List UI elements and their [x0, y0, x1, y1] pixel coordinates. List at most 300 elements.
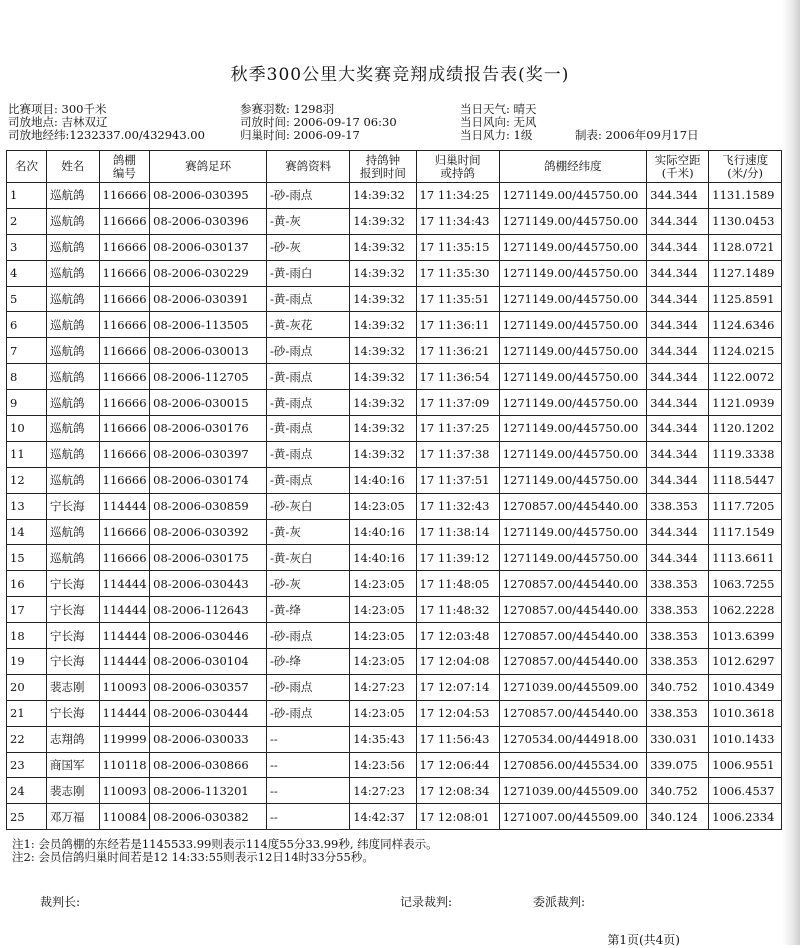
table-row [7, 286, 782, 312]
table-cell: 志翔鸽 [47, 726, 100, 752]
table-body [7, 183, 782, 830]
column-header [47, 151, 100, 183]
table-cell: 339.075 [647, 752, 709, 778]
table-cell: 08-2006-030104 [150, 649, 267, 675]
table-cell: 2 [7, 208, 47, 234]
table-cell: 340.752 [647, 778, 709, 804]
table-cell: 08-2006-112643 [150, 597, 267, 623]
table-cell: 17 11:37:51 [416, 467, 499, 493]
table-cell: 1271149.00/445750.00 [499, 183, 646, 209]
table-cell: -黄-雨点 [267, 467, 350, 493]
table-cell: 1120.1202 [709, 416, 782, 442]
table-cell: 110093 [99, 674, 150, 700]
table-cell: 1271149.00/445750.00 [499, 312, 646, 338]
table-cell: 1121.0939 [709, 390, 782, 416]
table-cell: 08-2006-030382 [150, 804, 267, 830]
table-cell: 344.344 [647, 416, 709, 442]
table-row [7, 416, 782, 442]
column-header-line: 名次 [15, 159, 38, 173]
table-cell: 1006.2334 [709, 804, 782, 830]
table-cell: 1118.5447 [709, 467, 782, 493]
release-coordinates: 司放地经纬:1232337.00/432943.00 [8, 128, 205, 142]
table-row [7, 338, 782, 364]
table-cell: 1271149.00/445750.00 [499, 390, 646, 416]
table-cell: 08-2006-030137 [150, 234, 267, 260]
table-cell: 114444 [99, 597, 150, 623]
table-cell: 344.344 [647, 467, 709, 493]
table-row [7, 467, 782, 493]
table-cell: 14:39:32 [350, 312, 416, 338]
table-cell: 344.344 [647, 208, 709, 234]
table-cell: 08-2006-030444 [150, 700, 267, 726]
table-cell: 338.353 [647, 493, 709, 519]
table-cell: 338.353 [647, 649, 709, 675]
table-cell: 巡航鸽 [47, 234, 100, 260]
table-cell: 17 12:08:01 [416, 804, 499, 830]
note-1: 注1: 会员鸽棚的东经若是1145533.99则表示114度55分33.99秒, 纬度同样表示。 [12, 837, 438, 851]
table-cell: 4 [7, 260, 47, 286]
table-cell: -黄-雨点 [267, 286, 350, 312]
table-cell: 340.752 [647, 674, 709, 700]
table-cell: 14:39:32 [350, 183, 416, 209]
table-cell: 08-2006-030397 [150, 441, 267, 467]
table-cell: 17 11:35:30 [416, 260, 499, 286]
table-cell: 1128.0721 [709, 234, 782, 260]
table-cell: 1013.6399 [709, 623, 782, 649]
weather: 当日天气: 晴天 [460, 102, 537, 116]
table-cell: -砂-灰 [267, 571, 350, 597]
table-cell: 巡航鸽 [47, 467, 100, 493]
table-cell: 14:40:16 [350, 519, 416, 545]
table-cell: 1270857.00/445440.00 [499, 623, 646, 649]
table-cell: -砂-雨点 [267, 183, 350, 209]
table-cell: 宁长海 [47, 700, 100, 726]
table-cell: 116666 [99, 390, 150, 416]
table-cell: 344.344 [647, 183, 709, 209]
table-cell: 7 [7, 338, 47, 364]
table-cell: 14:39:32 [350, 338, 416, 364]
table-row [7, 571, 782, 597]
column-header-line: 编号 [112, 165, 136, 180]
info-col-1 [8, 103, 205, 142]
table-cell: 17 11:48:32 [416, 597, 499, 623]
table-cell: 17 11:48:05 [416, 571, 499, 597]
column-header-line: 实际空距 [654, 152, 701, 167]
table-cell: 116666 [99, 519, 150, 545]
column-header-line: 或持鸽 [440, 165, 475, 180]
table-cell: 17 11:35:51 [416, 286, 499, 312]
table-cell: 14:40:16 [350, 545, 416, 571]
table-row [7, 208, 782, 234]
column-header-line: 归巢时间 [434, 152, 481, 167]
table-cell: 1062.2228 [709, 597, 782, 623]
table-row [7, 623, 782, 649]
table-cell: 14:23:05 [350, 700, 416, 726]
table-cell: -黄-雨点 [267, 441, 350, 467]
table-cell: 1063.7255 [709, 571, 782, 597]
table-cell: 17 11:36:21 [416, 338, 499, 364]
judge-signature-label: 裁判长: [40, 895, 81, 909]
table-cell: 14:39:32 [350, 208, 416, 234]
table-row [7, 597, 782, 623]
results-table [6, 150, 782, 830]
table-cell: -砂-绛 [267, 649, 350, 675]
table-cell: 1270534.00/444918.00 [499, 726, 646, 752]
table-cell: 338.353 [647, 623, 709, 649]
report-title: 秋季300公里大奖赛竞翔成绩报告表(奖一) [230, 65, 570, 85]
table-cell: 14:23:05 [350, 623, 416, 649]
column-header [499, 151, 646, 183]
table-cell: 8 [7, 364, 47, 390]
column-header-line: 鸽棚经纬度 [544, 159, 602, 173]
table-cell: 14:39:32 [350, 390, 416, 416]
table-cell: 17 12:06:44 [416, 752, 499, 778]
table-cell: 1271149.00/445750.00 [499, 519, 646, 545]
table-cell: 17 11:34:43 [416, 208, 499, 234]
table-cell: 17 11:37:25 [416, 416, 499, 442]
table-cell: 18 [7, 623, 47, 649]
table-cell: -黄-灰白 [267, 545, 350, 571]
table-cell: 08-2006-113505 [150, 312, 267, 338]
table-cell: 1271149.00/445750.00 [499, 234, 646, 260]
table-cell: 116666 [99, 208, 150, 234]
table-cell: 25 [7, 804, 47, 830]
table-row [7, 519, 782, 545]
table-cell: 08-2006-030174 [150, 467, 267, 493]
table-cell: 116666 [99, 234, 150, 260]
table-cell: 08-2006-113201 [150, 778, 267, 804]
column-header-line: (千米) [661, 165, 694, 180]
table-cell: 17 11:56:43 [416, 726, 499, 752]
table-row [7, 260, 782, 286]
table-cell: 1270857.00/445440.00 [499, 700, 646, 726]
table-cell: 338.353 [647, 700, 709, 726]
table-cell: 16 [7, 571, 47, 597]
table-cell: -黄-雨白 [267, 260, 350, 286]
table-row [7, 364, 782, 390]
table-cell: -砂-灰 [267, 234, 350, 260]
table-cell: -砂-雨点 [267, 700, 350, 726]
column-header-line: 姓名 [61, 159, 85, 173]
table-cell: 344.344 [647, 260, 709, 286]
scan-edge-shadow [782, 0, 800, 945]
table-cell: 08-2006-030175 [150, 545, 267, 571]
delegate-signature-label: 委派裁判: [533, 895, 586, 909]
table-cell: 08-2006-030176 [150, 416, 267, 442]
table-cell: 344.344 [647, 364, 709, 390]
table-cell: 110118 [99, 752, 150, 778]
table-cell: 17 11:34:25 [416, 183, 499, 209]
column-header [647, 151, 709, 183]
table-cell: 13 [7, 493, 47, 519]
table-cell: -- [267, 804, 350, 830]
table-cell: 330.031 [647, 726, 709, 752]
table-cell: -砂-雨点 [267, 338, 350, 364]
table-cell: 14:23:05 [350, 571, 416, 597]
table-cell: 1006.9551 [709, 752, 782, 778]
table-cell: 17 12:03:48 [416, 623, 499, 649]
table-cell: 114444 [99, 649, 150, 675]
table-cell: 1113.6611 [709, 545, 782, 571]
table-cell: 14:23:56 [350, 752, 416, 778]
made-date: 制表: 2006年09月17日 [575, 128, 699, 142]
table-cell: 1 [7, 183, 47, 209]
table-row [7, 493, 782, 519]
table-cell: -砂-雨点 [267, 623, 350, 649]
table-cell: 24 [7, 778, 47, 804]
table-cell: 1131.1589 [709, 183, 782, 209]
table-cell: 裴志刚 [47, 674, 100, 700]
entry-count: 参赛羽数: 1298羽 [240, 102, 335, 116]
table-cell: 14:39:32 [350, 416, 416, 442]
table-cell: 116666 [99, 441, 150, 467]
column-header [7, 151, 47, 183]
table-cell: 14:23:05 [350, 649, 416, 675]
table-cell: -黄-雨点 [267, 364, 350, 390]
table-cell: 巡航鸽 [47, 519, 100, 545]
table-cell: 裴志刚 [47, 778, 100, 804]
wind-force: 当日风力: 1级 [460, 128, 533, 142]
recorder-signature-label: 记录裁判: [400, 895, 453, 909]
table-row [7, 778, 782, 804]
table-cell: 14:27:23 [350, 778, 416, 804]
table-cell: 巡航鸽 [47, 312, 100, 338]
table-cell: 1271149.00/445750.00 [499, 260, 646, 286]
table-cell: 邓万福 [47, 804, 100, 830]
table-cell: 17 [7, 597, 47, 623]
table-cell: 19 [7, 649, 47, 675]
table-cell: -黄-雨点 [267, 416, 350, 442]
table-cell: 110084 [99, 804, 150, 830]
table-cell: 17 11:38:14 [416, 519, 499, 545]
column-header [416, 151, 499, 183]
table-cell: 1006.4537 [709, 778, 782, 804]
table-cell: 110093 [99, 778, 150, 804]
table-cell: 116666 [99, 183, 150, 209]
table-cell: 1117.7205 [709, 493, 782, 519]
page-number: 第1页(共4页) [607, 933, 680, 947]
table-cell: 08-2006-030015 [150, 390, 267, 416]
table-cell: -黄-灰花 [267, 312, 350, 338]
table-cell: -- [267, 752, 350, 778]
table-cell: 1271039.00/445509.00 [499, 778, 646, 804]
table-cell: 17 12:07:14 [416, 674, 499, 700]
table-cell: 1270857.00/445440.00 [499, 597, 646, 623]
table-cell: 14 [7, 519, 47, 545]
table-cell: 344.344 [647, 545, 709, 571]
table-cell: 1270857.00/445440.00 [499, 649, 646, 675]
table-cell: -黄-绛 [267, 597, 350, 623]
table-cell: 17 11:32:43 [416, 493, 499, 519]
column-header [267, 151, 350, 183]
table-cell: 344.344 [647, 390, 709, 416]
table-cell: 08-2006-030866 [150, 752, 267, 778]
table-cell: 1271039.00/445509.00 [499, 674, 646, 700]
table-cell: 114444 [99, 623, 150, 649]
table-cell: 17 11:36:54 [416, 364, 499, 390]
table-cell: 1124.6346 [709, 312, 782, 338]
table-cell: 1271149.00/445750.00 [499, 545, 646, 571]
race-item: 比赛项目: 300千米 [8, 102, 107, 116]
table-cell: 15 [7, 545, 47, 571]
table-cell: 巡航鸽 [47, 260, 100, 286]
table-cell: 1271149.00/445750.00 [499, 467, 646, 493]
table-cell: 宁长海 [47, 571, 100, 597]
release-time: 司放时间: 2006-09-17 06:30 [240, 115, 397, 129]
table-cell: 商国军 [47, 752, 100, 778]
table-cell: 1012.6297 [709, 649, 782, 675]
table-cell: 宁长海 [47, 623, 100, 649]
table-cell: -黄-灰 [267, 519, 350, 545]
table-cell: 1127.1489 [709, 260, 782, 286]
table-cell: 1010.4349 [709, 674, 782, 700]
table-cell: 08-2006-030013 [150, 338, 267, 364]
info-col-3 [460, 103, 537, 142]
table-cell: 116666 [99, 467, 150, 493]
column-header [150, 151, 267, 183]
table-cell: 1270857.00/445440.00 [499, 493, 646, 519]
wind-direction: 当日风向: 无风 [460, 115, 537, 129]
table-cell: 14:39:32 [350, 260, 416, 286]
table-cell: 08-2006-030357 [150, 674, 267, 700]
table-cell: 338.353 [647, 597, 709, 623]
table-cell: 1271149.00/445750.00 [499, 338, 646, 364]
table-cell: 17 12:04:53 [416, 700, 499, 726]
table-cell: 17 11:37:38 [416, 441, 499, 467]
table-cell: 340.124 [647, 804, 709, 830]
table-cell: 巡航鸽 [47, 338, 100, 364]
table-cell: 1271149.00/445750.00 [499, 441, 646, 467]
table-cell: 08-2006-030446 [150, 623, 267, 649]
table-cell: -- [267, 778, 350, 804]
table-cell: 巡航鸽 [47, 390, 100, 416]
table-cell: 114444 [99, 571, 150, 597]
return-time: 归巢时间: 2006-09-17 [240, 128, 360, 142]
table-cell: 114444 [99, 493, 150, 519]
table-cell: 宁长海 [47, 597, 100, 623]
column-header-line: 报到时间 [359, 165, 406, 180]
table-row [7, 312, 782, 338]
table-cell: 14:39:32 [350, 441, 416, 467]
table-cell: 巡航鸽 [47, 183, 100, 209]
table-cell: 344.344 [647, 519, 709, 545]
table-cell: 巡航鸽 [47, 441, 100, 467]
column-header-line: 赛鸽资料 [285, 159, 332, 173]
table-cell: 14:27:23 [350, 674, 416, 700]
notes [12, 838, 438, 864]
table-cell: 1124.0215 [709, 338, 782, 364]
table-cell: 1271149.00/445750.00 [499, 364, 646, 390]
table-cell: 344.344 [647, 338, 709, 364]
table-cell: 17 11:36:11 [416, 312, 499, 338]
column-header-line: 飞行速度 [722, 152, 769, 167]
table-cell: 344.344 [647, 286, 709, 312]
table-cell: 14:39:32 [350, 234, 416, 260]
column-header-line: (米/分) [727, 165, 764, 180]
column-header-line: 鸽棚 [112, 152, 136, 167]
table-cell: 08-2006-030391 [150, 286, 267, 312]
table-cell: -- [267, 726, 350, 752]
table-cell: 08-2006-030229 [150, 260, 267, 286]
table-cell: 17 12:08:34 [416, 778, 499, 804]
table-cell: 10 [7, 416, 47, 442]
table-cell: 17 11:37:09 [416, 390, 499, 416]
table-cell: -黄-雨点 [267, 390, 350, 416]
table-cell: 1271149.00/445750.00 [499, 208, 646, 234]
table-cell: 11 [7, 441, 47, 467]
table-cell: 116666 [99, 338, 150, 364]
table-cell: 宁长海 [47, 493, 100, 519]
table-cell: 114444 [99, 700, 150, 726]
table-row [7, 183, 782, 209]
table-row [7, 234, 782, 260]
table-row [7, 545, 782, 571]
table-cell: 08-2006-030396 [150, 208, 267, 234]
table-cell: 1270856.00/445534.00 [499, 752, 646, 778]
table-cell: -黄-灰 [267, 208, 350, 234]
table-cell: 344.344 [647, 234, 709, 260]
table-cell: -砂-灰白 [267, 493, 350, 519]
table-cell: 08-2006-030443 [150, 571, 267, 597]
table-cell: 1010.1433 [709, 726, 782, 752]
table-cell: 巡航鸽 [47, 545, 100, 571]
table-cell: 1010.3618 [709, 700, 782, 726]
table-cell: 巡航鸽 [47, 416, 100, 442]
column-header [350, 151, 416, 183]
table-cell: 1125.8591 [709, 286, 782, 312]
table-cell: 1130.0453 [709, 208, 782, 234]
table-cell: 21 [7, 700, 47, 726]
table-cell: 12 [7, 467, 47, 493]
note-2: 注2: 会员信鸽归巢时间若是12 14:33:55则表示12日14时33分55秒。 [12, 850, 374, 864]
info-col-2 [240, 103, 397, 142]
table-cell: 9 [7, 390, 47, 416]
column-header-line: 持鸽钟 [365, 152, 401, 167]
table-cell: 1270857.00/445440.00 [499, 571, 646, 597]
table-cell: 22 [7, 726, 47, 752]
table-cell: 宁长海 [47, 649, 100, 675]
table-cell: 338.353 [647, 571, 709, 597]
table-cell: 116666 [99, 312, 150, 338]
table-cell: 344.344 [647, 441, 709, 467]
table-cell: 08-2006-030033 [150, 726, 267, 752]
table-cell: 119999 [99, 726, 150, 752]
table-cell: 116666 [99, 260, 150, 286]
table-row [7, 390, 782, 416]
table-cell: 116666 [99, 364, 150, 390]
table-row [7, 700, 782, 726]
table-cell: 08-2006-112705 [150, 364, 267, 390]
table-cell: 14:42:37 [350, 804, 416, 830]
table-cell: 17 12:04:08 [416, 649, 499, 675]
table-cell: 1271007.00/445509.00 [499, 804, 646, 830]
column-header [709, 151, 782, 183]
table-cell: 1117.1549 [709, 519, 782, 545]
table-cell: 1122.0072 [709, 364, 782, 390]
table-cell: 08-2006-030392 [150, 519, 267, 545]
table-cell: 116666 [99, 286, 150, 312]
table-cell: 116666 [99, 545, 150, 571]
table-cell: 08-2006-030395 [150, 183, 267, 209]
table-row [7, 752, 782, 778]
column-header-line: 赛鸽足环 [185, 159, 232, 173]
table-cell: 14:39:32 [350, 286, 416, 312]
table-row [7, 804, 782, 830]
table-cell: 14:40:16 [350, 467, 416, 493]
table-cell: 14:23:05 [350, 597, 416, 623]
table-cell: 344.344 [647, 312, 709, 338]
table-cell: 巡航鸽 [47, 208, 100, 234]
